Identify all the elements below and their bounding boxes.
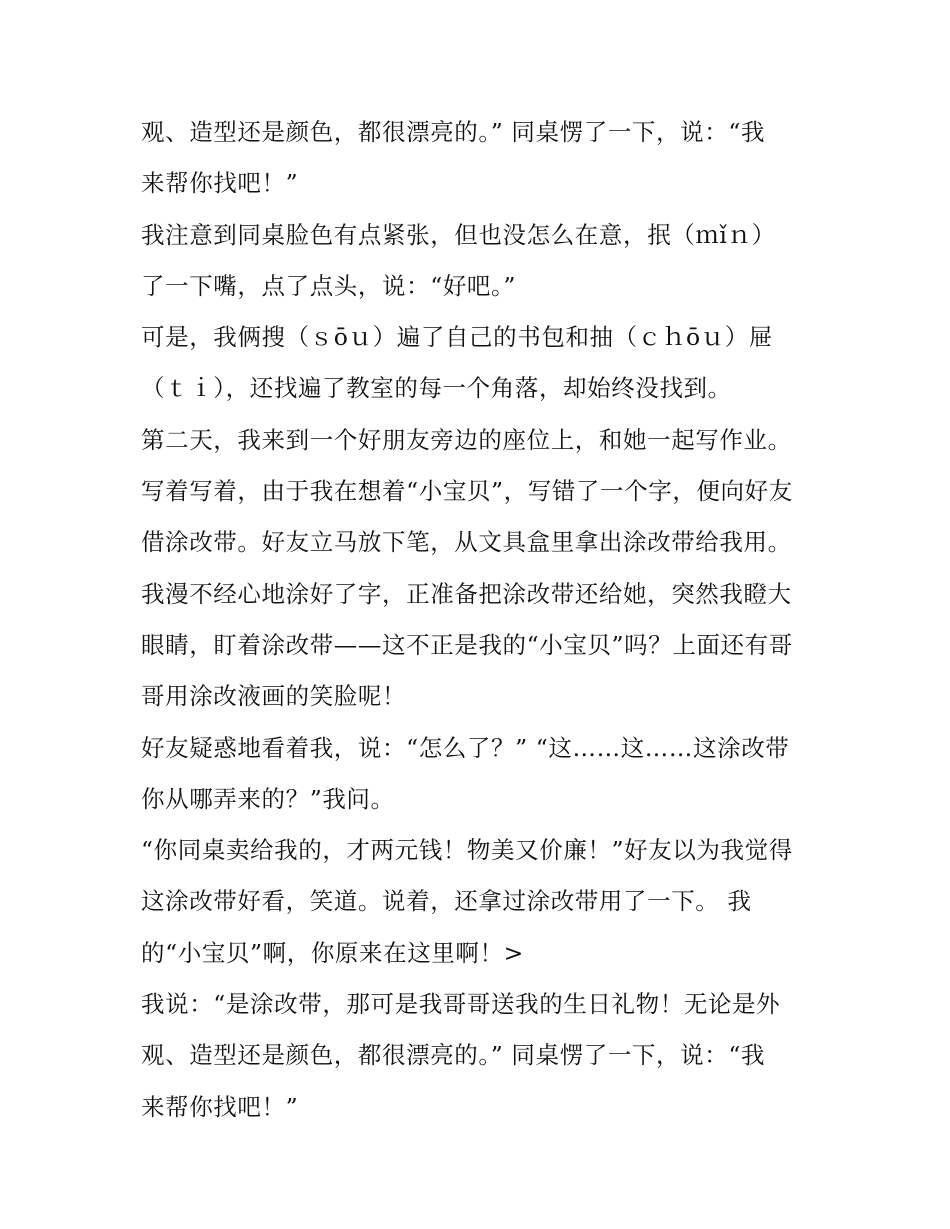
text-line: 我注意到同桌脸色有点紧张，但也没怎么在意，抿（ｍǐｎ） xyxy=(141,220,776,249)
text-line: 写着写着，由于我在想着“小宝贝”，写错了一个字，便向好友 xyxy=(141,477,793,506)
text-line: “你同桌卖给我的，才两元钱！物美又价廉！”好友以为我觉得 xyxy=(141,836,793,865)
text-line: 来帮你找吧！” xyxy=(141,1092,299,1121)
text-line: 可是，我俩搜（ｓōｕ）遍了自己的书包和抽（ｃｈōｕ）屉 xyxy=(141,323,773,352)
text-line: 哥用涂改液画的笑脸呢！ xyxy=(141,682,407,711)
text-line: 第二天，我来到一个好朋友旁边的座位上，和她一起写作业。 xyxy=(141,425,792,454)
text-line: 来帮你找吧！” xyxy=(141,169,299,198)
text-line: 我漫不经心地涂好了字，正准备把涂改带还给她，突然我瞪大 xyxy=(141,579,792,608)
text-line: （ｔｉ），还找遍了教室的每一个角落，却始终没找到。 xyxy=(141,374,732,403)
text-line: 你从哪弄来的？”我问。 xyxy=(141,784,395,813)
text-line: 我说：“是涂改带，那可是我哥哥送我的生日礼物！无论是外 xyxy=(141,990,781,1019)
text-line: 眼睛，盯着涂改带——这不正是我的“小宝贝”吗？上面还有哥 xyxy=(141,630,793,659)
story-text xyxy=(141,107,821,1133)
text-line: 好友疑惑地看着我，说：“怎么了？” “这……这……这涂改带 xyxy=(141,733,790,762)
text-line: 的“小宝贝”啊，你原来在这里啊！> xyxy=(141,938,524,967)
text-line: 观、造型还是颜色，都很漂亮的。” 同桌愣了一下，说：“我 xyxy=(141,118,766,146)
text-line: 观、造型还是颜色，都很漂亮的。” 同桌愣了一下，说：“我 xyxy=(141,1041,766,1070)
text-line: 借涂改带。好友立马放下笔，从文具盒里拿出涂改带给我用。 xyxy=(141,528,792,557)
text-line: 这涂改带好看，笑道。说着，还拿过涂改带用了一下。 我 xyxy=(141,887,752,916)
text-line: 了一下嘴，点了点头，说：“好吧。” xyxy=(141,271,516,300)
